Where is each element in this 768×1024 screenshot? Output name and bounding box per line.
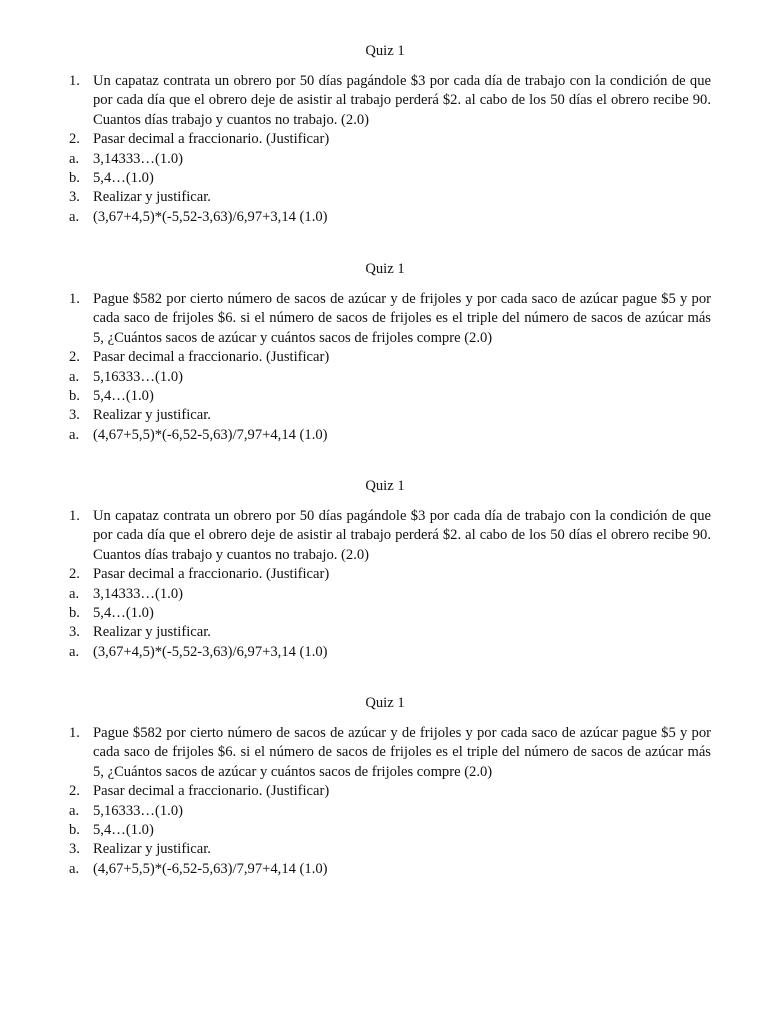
list-item <box>0 406 768 425</box>
item-text: (3,67+4,5)*(-5,52-3,63)/6,97+3,14 (1.0) <box>93 643 328 660</box>
list-item <box>0 643 768 662</box>
list-item <box>0 188 768 207</box>
item-text: 3,14333…(1.0) <box>93 150 183 167</box>
item-marker: 1. <box>69 508 80 524</box>
item-marker: 3. <box>69 841 80 858</box>
item-text: Pasar decimal a fraccionario. (Justificar) <box>93 131 330 148</box>
item-marker: a. <box>69 860 80 877</box>
list-item <box>0 387 768 406</box>
item-text: (4,67+5,5)*(-6,52-5,63)/7,97+4,14 (1.0) <box>93 426 328 443</box>
list-item <box>0 72 768 130</box>
list-item <box>0 368 768 387</box>
item-text: 5,4…(1.0) <box>93 605 154 622</box>
quiz-title: Quiz 1 <box>365 695 405 711</box>
item-marker: b. <box>69 388 80 405</box>
item-text: Pague $582 por cierto número de sacos de azúcar y de frijoles y por cada saco de azúcar pague $5 y por cada saco de frijoles $6. si el número de sacos de frijoles es el triple del número de sacos de azúcar más 5, ¿Cuántos sacos de azúcar y cuántos sacos de frijoles compre (2.0) <box>93 725 711 780</box>
list-item <box>0 821 768 840</box>
item-marker: a. <box>69 802 80 819</box>
item-text: (3,67+4,5)*(-5,52-3,63)/6,97+3,14 (1.0) <box>93 208 328 225</box>
list-item <box>0 130 768 149</box>
item-text: Pasar decimal a fraccionario. (Justificar) <box>93 349 330 366</box>
list-item <box>0 348 768 367</box>
list-item <box>0 290 768 348</box>
item-text: (4,67+5,5)*(-6,52-5,63)/7,97+4,14 (1.0) <box>93 860 328 877</box>
item-marker: 2. <box>69 349 80 366</box>
list-item <box>0 208 768 227</box>
item-marker: a. <box>69 150 80 167</box>
item-marker: 1. <box>69 73 80 89</box>
item-marker: 3. <box>69 624 80 641</box>
item-marker: 3. <box>69 189 80 206</box>
quiz-section <box>0 694 768 879</box>
item-text: 5,4…(1.0) <box>93 170 154 187</box>
item-marker: b. <box>69 170 80 187</box>
item-marker: b. <box>69 822 80 839</box>
item-marker: 2. <box>69 566 80 583</box>
item-text: Pague $582 por cierto número de sacos de azúcar y de frijoles y por cada saco de azúcar pague $5 y por cada saco de frijoles $6. si el número de sacos de frijoles es el triple del número de sacos de azúcar más 5, ¿Cuántos sacos de azúcar y cuántos sacos de frijoles compre (2.0) <box>93 291 711 346</box>
list-item <box>0 860 768 879</box>
quiz-title: Quiz 1 <box>365 43 405 59</box>
item-text: Pasar decimal a fraccionario. (Justificar) <box>93 783 330 800</box>
item-marker: 1. <box>69 291 80 307</box>
item-text: Realizar y justificar. <box>93 624 211 641</box>
item-text: Realizar y justificar. <box>93 841 211 858</box>
quiz-section <box>0 477 768 662</box>
quiz-section <box>0 260 768 445</box>
item-text: 5,4…(1.0) <box>93 388 154 405</box>
quiz-section <box>0 42 768 227</box>
item-text: 5,16333…(1.0) <box>93 368 183 385</box>
list-item <box>0 426 768 445</box>
list-item <box>0 565 768 584</box>
item-text: Pasar decimal a fraccionario. (Justificar) <box>93 566 330 583</box>
quiz-title: Quiz 1 <box>365 478 405 494</box>
quiz-title: Quiz 1 <box>365 261 405 277</box>
item-text: 5,4…(1.0) <box>93 822 154 839</box>
list-item <box>0 840 768 859</box>
item-marker: a. <box>69 426 80 443</box>
item-marker: 1. <box>69 725 80 741</box>
list-item <box>0 802 768 821</box>
list-item <box>0 507 768 565</box>
item-marker: a. <box>69 585 80 602</box>
list-item <box>0 604 768 623</box>
list-item <box>0 782 768 801</box>
item-marker: a. <box>69 208 80 225</box>
item-marker: 2. <box>69 783 80 800</box>
item-text: 3,14333…(1.0) <box>93 585 183 602</box>
item-marker: a. <box>69 368 80 385</box>
item-marker: 2. <box>69 131 80 148</box>
item-text: Realizar y justificar. <box>93 407 211 424</box>
list-item <box>0 169 768 188</box>
item-text: Realizar y justificar. <box>93 189 211 206</box>
item-text: 5,16333…(1.0) <box>93 802 183 819</box>
item-text: Un capataz contrata un obrero por 50 días pagándole $3 por cada día de trabajo con la condición de que por cada día que el obrero deje de asistir al trabajo perderá $2. al cabo de los 50 días el obrero recibe 90. Cuantos días trabajo y cuantos no trabajo. (2.0) <box>93 73 711 128</box>
item-marker: a. <box>69 643 80 660</box>
item-marker: b. <box>69 605 80 622</box>
list-item <box>0 623 768 642</box>
list-item <box>0 724 768 782</box>
list-item <box>0 150 768 169</box>
item-text: Un capataz contrata un obrero por 50 días pagándole $3 por cada día de trabajo con la condición de que por cada día que el obrero deje de asistir al trabajo perderá $2. al cabo de los 50 días el obrero recibe 90. Cuantos días trabajo y cuantos no trabajo. (2.0) <box>93 508 711 563</box>
item-marker: 3. <box>69 407 80 424</box>
list-item <box>0 585 768 604</box>
